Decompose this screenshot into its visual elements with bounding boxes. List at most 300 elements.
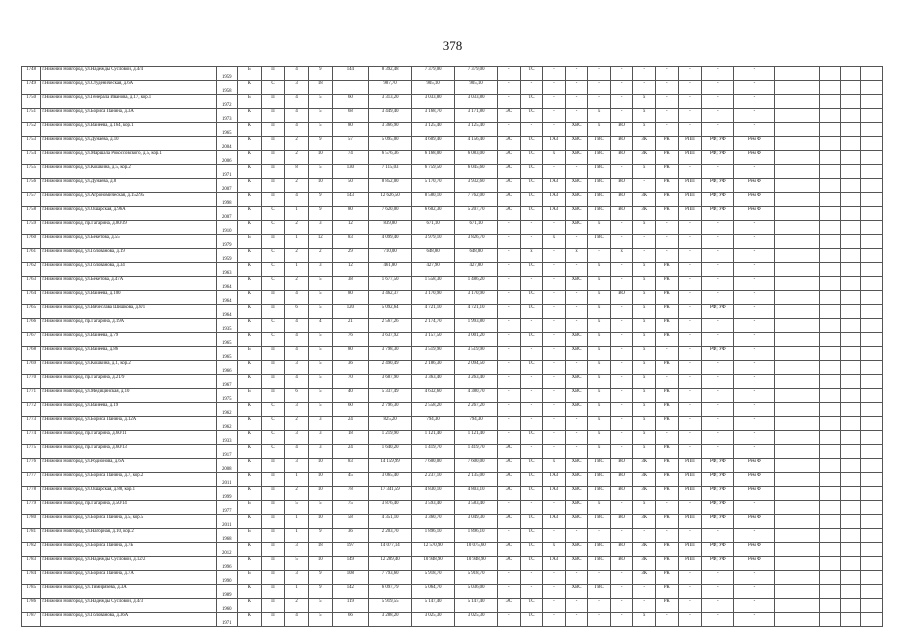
utility-cell: ЗК: [633, 557, 656, 571]
entrances-cell: 4: [285, 193, 309, 207]
utility-cell: ГВС: [588, 165, 611, 179]
empty-cell: [840, 515, 860, 529]
empty-cell: [861, 235, 883, 249]
utility-cell: х: [588, 277, 611, 291]
address-cell: г.Нижний Новгород, пр.Гагарина, д.50/14: [41, 501, 216, 515]
utility-cell: -: [702, 95, 734, 109]
year-cell: 1996: [216, 557, 237, 571]
empty-cell: [775, 263, 820, 277]
utility-cell: -: [633, 67, 656, 81]
utility-cell: -: [543, 291, 566, 305]
utility-cell: -: [633, 585, 656, 599]
living-area-cell: 671,10: [412, 221, 455, 235]
total-area-cell: 3 462,37: [369, 291, 412, 305]
utility-cell: -: [588, 249, 611, 263]
utility-cell: ВО: [610, 151, 633, 165]
utility-cell: -: [498, 291, 521, 305]
table-row: [22, 389, 883, 403]
utility-cell: х: [610, 249, 633, 263]
utility-cell: х: [543, 459, 566, 473]
table-row: [22, 291, 883, 305]
utility-cell: -: [678, 291, 702, 305]
material-cell: П: [261, 361, 285, 375]
utility-cell: ТС: [520, 473, 543, 487]
utility-cell: -: [734, 67, 775, 81]
empty-cell: [820, 501, 840, 515]
utility-cell: -: [543, 431, 566, 445]
utility-cell: -: [734, 333, 775, 347]
empty-cell: [840, 319, 860, 333]
empty-cell: [840, 543, 860, 557]
empty-cell: [775, 585, 820, 599]
utility-cell: ВО: [610, 123, 633, 137]
utility-cell: РФ; УФ: [702, 207, 734, 221]
utility-cell: -: [656, 431, 679, 445]
living-area-cell: 8 580,10: [412, 193, 455, 207]
utility-cell: ХВС: [565, 543, 588, 557]
row-number: 1785: [22, 585, 41, 599]
year-cell: 2006: [216, 151, 237, 165]
utility-cell: -: [702, 585, 734, 599]
utility-cell: ГВС: [588, 207, 611, 221]
entrances-cell: 2: [285, 137, 309, 151]
empty-cell: [861, 515, 883, 529]
utility-cell: -: [678, 417, 702, 431]
empty-cell: [820, 459, 840, 473]
utility-cell: РК: [656, 417, 679, 431]
row-number: 1756: [22, 179, 41, 193]
entrances-cell: 4: [285, 347, 309, 361]
utility-cell: -: [678, 445, 702, 459]
empty-cell: [840, 473, 860, 487]
utility-cell: -: [498, 529, 521, 543]
utility-cell: -: [678, 585, 702, 599]
utility-cell: ХВС: [565, 459, 588, 473]
utility-cell: -: [498, 431, 521, 445]
empty-cell: [775, 361, 820, 375]
row-number: 1755: [22, 165, 41, 179]
empty-cell: [840, 235, 860, 249]
living-area-cell: 3 593,40: [412, 501, 455, 515]
residential-area-cell: 6 083,00: [455, 151, 498, 165]
utility-cell: Рем Ф: [734, 459, 775, 473]
empty-cell: [840, 501, 860, 515]
utility-cell: х: [633, 347, 656, 361]
entrances-cell: 8: [285, 165, 309, 179]
utility-cell: -: [610, 305, 633, 319]
row-number: 1763: [22, 277, 41, 291]
utility-cell: -: [498, 417, 521, 431]
utility-cell: -: [702, 123, 734, 137]
utility-cell: ХВС: [565, 179, 588, 193]
floors-cell: 5: [308, 123, 332, 137]
table-body: [22, 67, 883, 627]
floors-cell: 10: [308, 515, 332, 529]
utility-cell: -: [543, 501, 566, 515]
utility-cell: РК: [656, 571, 679, 585]
living-area-cell: 3 519,90: [412, 347, 455, 361]
wall-type-cell: К: [238, 417, 262, 431]
table-row: [22, 109, 883, 123]
table-row: [22, 417, 883, 431]
material-cell: С: [261, 333, 285, 347]
utility-cell: ТС: [520, 137, 543, 151]
utility-cell: ХВС: [565, 151, 588, 165]
utility-cell: -: [734, 529, 775, 543]
utility-cell: -: [633, 529, 656, 543]
address-cell: г.Нижний Новгород, ул.Дунаева, д.8: [41, 179, 216, 193]
address-cell: г.Нижний Новгород, ул.Голованова, д.34: [41, 263, 216, 277]
material-cell: П: [261, 109, 285, 123]
total-area-cell: 6 097,79: [369, 585, 412, 599]
utility-cell: х: [588, 389, 611, 403]
empty-cell: [861, 557, 883, 571]
residential-area-cell: 3 170,90: [455, 291, 498, 305]
table-row: [22, 305, 883, 319]
utility-cell: ТС: [520, 95, 543, 109]
address-cell: г.Нижний Новгород, ул.Агрономическая, д.152/95: [41, 193, 216, 207]
total-area-cell: 12 289,40: [369, 557, 412, 571]
entrances-cell: 3: [285, 81, 309, 95]
total-area-cell: 12 626,50: [369, 193, 412, 207]
utility-cell: РК: [656, 305, 679, 319]
utility-cell: ГВС: [588, 137, 611, 151]
material-cell: П: [261, 501, 285, 515]
entrances-cell: 1: [285, 263, 309, 277]
utility-cell: -: [702, 361, 734, 375]
material-cell: С: [261, 277, 285, 291]
empty-cell: [840, 431, 860, 445]
total-area-cell: 1 677,50: [369, 277, 412, 291]
utility-cell: х: [588, 375, 611, 389]
utility-cell: х: [588, 263, 611, 277]
utility-cell: РК: [656, 445, 679, 459]
utility-cell: ЭС: [498, 599, 521, 613]
apartments-cell: 12: [332, 263, 369, 277]
row-number: 1767: [22, 333, 41, 347]
utility-cell: -: [610, 529, 633, 543]
utility-cell: РПП: [678, 179, 702, 193]
utility-cell: х: [520, 249, 543, 263]
utility-cell: ГАЗ: [543, 515, 566, 529]
row-number: 1764: [22, 291, 41, 305]
floors-cell: 18: [308, 81, 332, 95]
year-cell: 1964: [216, 305, 237, 319]
row-number: 1775: [22, 445, 41, 459]
table-row: [22, 375, 883, 389]
residential-area-cell: 1 486,20: [455, 277, 498, 291]
utility-cell: -: [734, 277, 775, 291]
utility-cell: -: [734, 599, 775, 613]
utility-cell: -: [610, 263, 633, 277]
empty-cell: [840, 165, 860, 179]
empty-cell: [820, 137, 840, 151]
row-number: 1749: [22, 81, 41, 95]
utility-cell: -: [588, 81, 611, 95]
utility-cell: Рем Ф: [734, 473, 775, 487]
utility-cell: х: [633, 95, 656, 109]
table-row: [22, 221, 883, 235]
wall-type-cell: К: [238, 123, 262, 137]
empty-cell: [820, 375, 840, 389]
utility-cell: -: [565, 305, 588, 319]
utility-cell: ЭС: [498, 473, 521, 487]
residential-area-cell: 10 075,60: [455, 543, 498, 557]
empty-cell: [820, 305, 840, 319]
material-cell: П: [261, 347, 285, 361]
address-cell: г.Нижний Новгород, ул.Бориса Панина, д.12А: [41, 417, 216, 431]
empty-cell: [840, 585, 860, 599]
address-cell: г.Нижний Новгород, ул.Ошарская, д.96А: [41, 207, 216, 221]
year-cell: 1966: [216, 361, 237, 375]
utility-cell: -: [520, 445, 543, 459]
living-area-cell: 5 064,70: [412, 585, 455, 599]
table-row: [22, 445, 883, 459]
empty-cell: [840, 95, 860, 109]
utility-cell: -: [543, 571, 566, 585]
utility-cell: -: [610, 277, 633, 291]
year-cell: 1910: [216, 221, 237, 235]
empty-cell: [775, 221, 820, 235]
row-number: 1781: [22, 529, 41, 543]
address-cell: г.Нижний Новгород, пр.Гагарина, д.80/39: [41, 221, 216, 235]
entrances-cell: 6: [285, 305, 309, 319]
wall-type-cell: Б: [238, 67, 262, 81]
address-cell: г.Нижний Новгород, пр.Гагарина, д.60/13: [41, 445, 216, 459]
wall-type-cell: К: [238, 109, 262, 123]
utility-cell: х: [588, 123, 611, 137]
empty-cell: [820, 599, 840, 613]
floors-cell: 5: [308, 361, 332, 375]
utility-cell: -: [610, 221, 633, 235]
empty-cell: [861, 123, 883, 137]
material-cell: С: [261, 417, 285, 431]
apartments-cell: 142: [332, 585, 369, 599]
total-area-cell: 1 640,20: [369, 445, 412, 459]
year-cell: 1933: [216, 431, 237, 445]
utility-cell: -: [498, 95, 521, 109]
table-row: [22, 235, 883, 249]
table-row: [22, 123, 883, 137]
utility-cell: -: [702, 389, 734, 403]
living-area-cell: 5 918,70: [412, 571, 455, 585]
utility-cell: РПП: [678, 207, 702, 221]
utility-cell: ЗК: [633, 487, 656, 501]
utility-cell: ХВС: [565, 333, 588, 347]
entrances-cell: 3: [285, 571, 309, 585]
apartments-cell: 76: [332, 333, 369, 347]
empty-cell: [840, 613, 860, 627]
utility-cell: РФ; УФ: [702, 515, 734, 529]
empty-cell: [820, 151, 840, 165]
row-number: 1748: [22, 67, 41, 81]
material-cell: П: [261, 291, 285, 305]
utility-cell: -: [702, 529, 734, 543]
apartments-cell: 197: [332, 543, 369, 557]
entrances-cell: 3: [285, 543, 309, 557]
apartments-cell: 74: [332, 151, 369, 165]
utility-cell: -: [610, 333, 633, 347]
empty-cell: [820, 291, 840, 305]
utility-cell: -: [565, 571, 588, 585]
floors-cell: 3: [308, 221, 332, 235]
apartments-cell: 36: [332, 361, 369, 375]
empty-cell: [775, 193, 820, 207]
utility-cell: ВО: [610, 543, 633, 557]
living-area-cell: 2 558,20: [412, 403, 455, 417]
empty-cell: [861, 347, 883, 361]
row-number: 1769: [22, 361, 41, 375]
utility-cell: -: [543, 585, 566, 599]
utility-cell: -: [610, 347, 633, 361]
floors-cell: 5: [308, 403, 332, 417]
empty-cell: [775, 375, 820, 389]
residential-area-cell: 905,10: [455, 81, 498, 95]
empty-cell: [861, 571, 883, 585]
total-area-cell: 5 337,49: [369, 389, 412, 403]
total-area-cell: 1 219,90: [369, 431, 412, 445]
utility-cell: РК: [656, 165, 679, 179]
utility-cell: -: [565, 529, 588, 543]
utility-cell: -: [565, 431, 588, 445]
utility-cell: РК: [656, 361, 679, 375]
residential-area-cell: 5 036,00: [455, 585, 498, 599]
utility-cell: РК: [656, 207, 679, 221]
utility-cell: х: [588, 417, 611, 431]
utility-cell: РПП: [678, 473, 702, 487]
residential-area-cell: 3 171,80: [455, 109, 498, 123]
empty-cell: [861, 137, 883, 151]
floors-cell: 9: [308, 67, 332, 81]
utility-cell: ХВС: [565, 403, 588, 417]
utility-cell: РК: [656, 263, 679, 277]
entrances-cell: 4: [285, 123, 309, 137]
address-cell: г.Нижний Новгород, ул.Голованова, д.36А: [41, 613, 216, 627]
utility-cell: ГАЗ: [543, 193, 566, 207]
total-area-cell: 4 351,10: [369, 515, 412, 529]
empty-cell: [840, 81, 860, 95]
empty-cell: [861, 417, 883, 431]
year-cell: 1965: [216, 333, 237, 347]
utility-cell: ВО: [610, 193, 633, 207]
empty-cell: [775, 165, 820, 179]
year-cell: 1959: [216, 249, 237, 263]
empty-cell: [861, 459, 883, 473]
total-area-cell: 14 077,14: [369, 543, 412, 557]
utility-cell: РК: [656, 179, 679, 193]
utility-cell: ТС: [520, 151, 543, 165]
utility-cell: РФ; УФ: [702, 347, 734, 361]
empty-cell: [775, 529, 820, 543]
utility-cell: х: [633, 263, 656, 277]
material-cell: С: [261, 445, 285, 459]
utility-cell: -: [520, 417, 543, 431]
empty-cell: [840, 109, 860, 123]
utility-cell: -: [734, 613, 775, 627]
address-cell: г.Нижний Новгород, пр.Гагарина, д.21/9: [41, 375, 216, 389]
year-cell: 1917: [216, 445, 237, 459]
utility-cell: ГВС: [588, 557, 611, 571]
address-cell: г.Нижний Новгород, ул.Голованова, д.19: [41, 249, 216, 263]
address-cell: г.Нижний Новгород, ул.Бориса Панина, д.5, кор.5: [41, 515, 216, 529]
residential-area-cell: 671,10: [455, 221, 498, 235]
floors-cell: 10: [308, 179, 332, 193]
utility-cell: Рем Ф: [734, 207, 775, 221]
living-area-cell: 1 896,10: [412, 529, 455, 543]
wall-type-cell: К: [238, 459, 262, 473]
material-cell: С: [261, 263, 285, 277]
address-cell: г.Нижний Новгород, ул.Маршала Рокоссовского, д.5, кор.1: [41, 151, 216, 165]
apartments-cell: 144: [332, 67, 369, 81]
year-cell: 1964: [216, 291, 237, 305]
empty-cell: [820, 193, 840, 207]
utility-cell: -: [678, 81, 702, 95]
utility-cell: -: [498, 305, 521, 319]
living-area-cell: 1 121,40: [412, 431, 455, 445]
floors-cell: 5: [308, 277, 332, 291]
empty-cell: [775, 389, 820, 403]
utility-cell: РФ; УФ: [702, 557, 734, 571]
wall-type-cell: Б: [238, 529, 262, 543]
utility-cell: РПП: [678, 487, 702, 501]
wall-type-cell: К: [238, 305, 262, 319]
residential-area-cell: 4 156,40: [455, 137, 498, 151]
row-number: 1753: [22, 137, 41, 151]
empty-cell: [840, 249, 860, 263]
utility-cell: -: [610, 431, 633, 445]
material-cell: П: [261, 473, 285, 487]
empty-cell: [820, 67, 840, 81]
utility-cell: -: [633, 81, 656, 95]
utility-cell: -: [610, 109, 633, 123]
empty-cell: [861, 501, 883, 515]
living-area-cell: 3 360,70: [412, 515, 455, 529]
empty-cell: [775, 277, 820, 291]
apartments-cell: 45: [332, 473, 369, 487]
utility-cell: -: [610, 67, 633, 81]
utility-cell: РФ; УФ: [702, 501, 734, 515]
empty-cell: [775, 95, 820, 109]
utility-cell: -: [633, 599, 656, 613]
wall-type-cell: К: [238, 249, 262, 263]
utility-cell: ГВС: [588, 585, 611, 599]
utility-cell: -: [498, 571, 521, 585]
wall-type-cell: К: [238, 319, 262, 333]
entrances-cell: 2: [285, 599, 309, 613]
floors-cell: 5: [308, 305, 332, 319]
utility-cell: -: [588, 67, 611, 81]
entrances-cell: 2: [285, 151, 309, 165]
material-cell: П: [261, 543, 285, 557]
empty-cell: [775, 207, 820, 221]
residential-area-cell: 4 803,10: [455, 487, 498, 501]
entrances-cell: 1: [285, 473, 309, 487]
entrances-cell: 1: [285, 235, 309, 249]
living-area-cell: 427,90: [412, 263, 455, 277]
empty-cell: [861, 487, 883, 501]
empty-cell: [840, 277, 860, 291]
empty-cell: [820, 81, 840, 95]
address-cell: г.Нижний Новгород, ул.Надежды Сусловой, д.4/3: [41, 599, 216, 613]
utility-cell: -: [520, 319, 543, 333]
residential-area-cell: 427,80: [455, 263, 498, 277]
year-cell: 1962: [216, 417, 237, 431]
utility-cell: -: [610, 375, 633, 389]
empty-cell: [820, 445, 840, 459]
utility-cell: -: [633, 235, 656, 249]
utility-cell: -: [543, 319, 566, 333]
apartments-cell: 24: [332, 417, 369, 431]
